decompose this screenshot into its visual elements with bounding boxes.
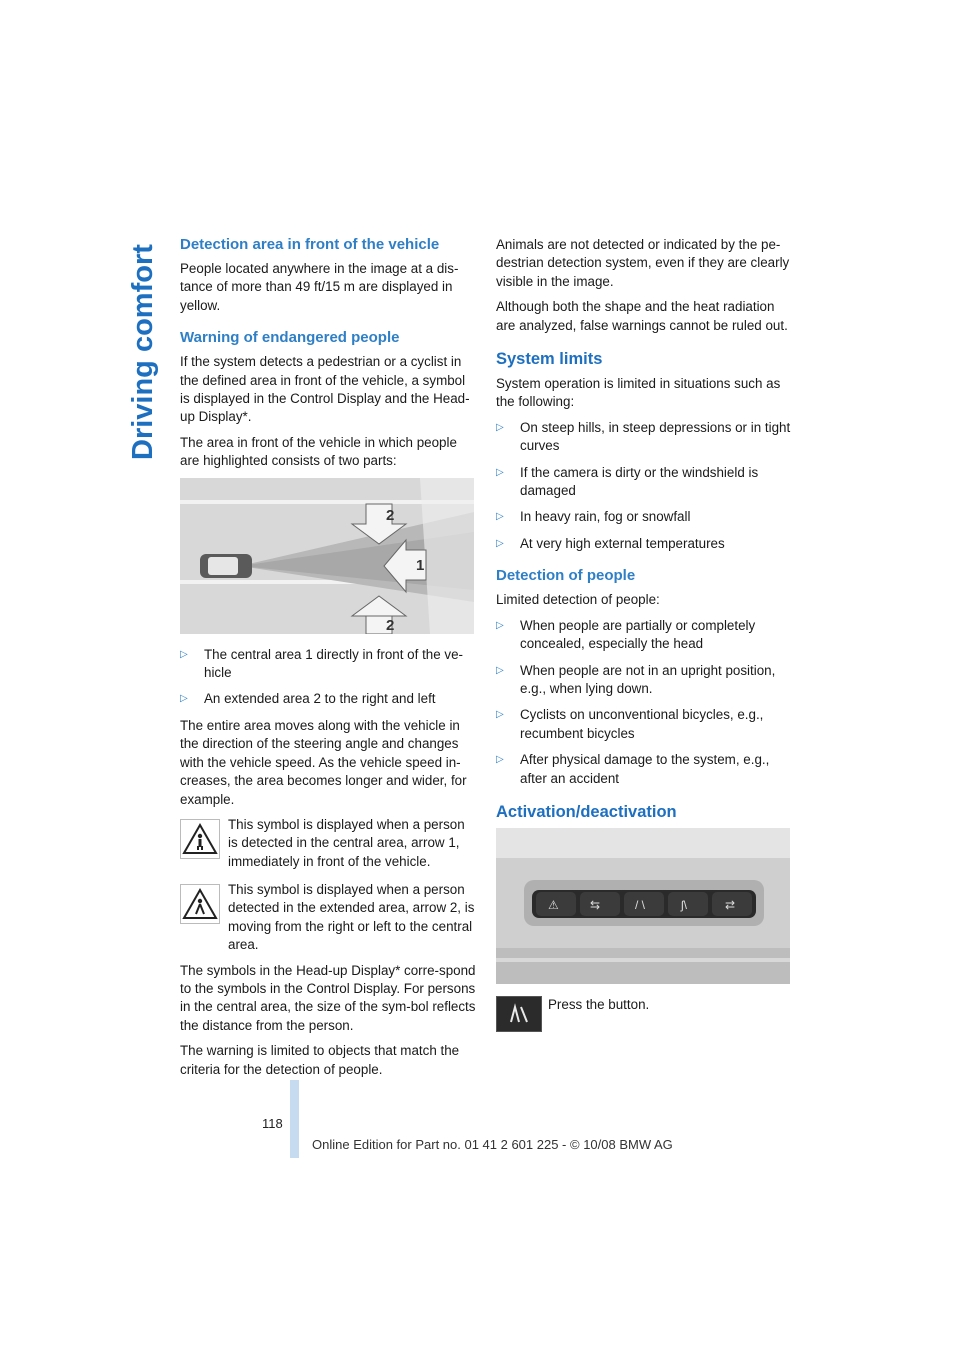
page-marker-bar bbox=[290, 1080, 299, 1158]
night-vision-button-icon bbox=[496, 996, 542, 1032]
svg-text:ʃ\: ʃ\ bbox=[681, 897, 687, 912]
list-item: ▷ The central area 1 directly in front of the ve-hicle bbox=[180, 646, 464, 681]
paragraph-warning-2: The area in front of the vehicle in which people are highlighted consists of two parts: bbox=[180, 434, 457, 469]
heading-system-limits: System limits bbox=[496, 350, 603, 369]
paragraph-detection-front: People located anywhere in the image at a dis-tance of more than 49 ft/15 m are displayed in yellow. bbox=[180, 261, 459, 313]
paragraph-warning-1: If the system detects a pedestrian or a cyclist in the defined area in front of the vehicle, a symbol is displayed in the Control Display and the Head-up Display*. bbox=[180, 354, 470, 425]
list-item: ▷ In heavy rain, fog or snowfall bbox=[496, 508, 792, 526]
list-item: ▷ After physical damage to the system, e.g., after an accident bbox=[496, 752, 770, 786]
heading-detection-front: Detection area in front of the vehicle bbox=[180, 236, 440, 253]
triangle-right-icon: ▷ bbox=[496, 664, 504, 676]
press-button-text: Press the button. bbox=[548, 996, 650, 1012]
heading-detection-people: Detection of people bbox=[496, 567, 636, 585]
list-item: ▷ At very high external temperatures bbox=[496, 535, 792, 553]
pedestrian-extended-icon bbox=[180, 884, 220, 924]
svg-text:⇆: ⇆ bbox=[590, 897, 601, 912]
triangle-right-icon: ▷ bbox=[496, 537, 504, 549]
right-column bbox=[496, 236, 792, 1036]
paragraph-limits: System operation is limited in situations such as the following: bbox=[496, 376, 781, 410]
triangle-right-icon: ▷ bbox=[496, 421, 504, 433]
figure-label-1: 1 bbox=[416, 556, 425, 574]
list-item: ▷ An extended area 2 to the right and left bbox=[180, 690, 476, 708]
control-panel-figure bbox=[496, 828, 790, 984]
detection-area-figure bbox=[180, 478, 474, 634]
left-column bbox=[180, 236, 476, 1086]
list-item: ▷ If the camera is dirty or the windshield is damaged bbox=[496, 464, 759, 499]
triangle-right-icon: ▷ bbox=[496, 619, 504, 631]
symbol-row-extended bbox=[180, 881, 476, 955]
online-edition-text: Online Edition for Part no. 01 41 2 601 225 - © 10/08 BMW AG bbox=[312, 1137, 673, 1152]
svg-text:⚠: ⚠ bbox=[548, 897, 559, 912]
list-item: ▷ When people are partially or completely concealed, especially the head bbox=[496, 617, 756, 652]
list-item: ▷ When people are not in an upright position, e.g., when lying down. bbox=[496, 662, 776, 696]
page-number: 118 bbox=[262, 1116, 283, 1131]
pedestrian-warning-icon bbox=[180, 819, 220, 859]
triangle-right-icon: ▷ bbox=[496, 754, 504, 766]
symbol-central-text: This symbol is displayed when a person is detected in the central area, arrow 1, immediately in front of the vehicle. bbox=[228, 816, 465, 869]
paragraph-limited: The warning is limited to objects that match the criteria for the detection of people. bbox=[180, 1043, 460, 1077]
paragraph-moves: The entire area moves along with the vehicle in the direction of the steering angle and changes with the vehicle speed. As the vehicle speed in-creases, the area becomes longer and wider, for example. bbox=[180, 717, 467, 807]
paragraph-hud: The symbols in the Head-up Display* corre-spond to the symbols in the Control Display. For persons in the central area, the size of the sym-bol reflects the distance from the person. bbox=[180, 962, 476, 1033]
area-bullet-list bbox=[180, 646, 476, 709]
triangle-right-icon: ▷ bbox=[496, 466, 504, 478]
symbol-row-central bbox=[180, 816, 476, 874]
button-press-row bbox=[496, 996, 792, 1036]
svg-text:⇄: ⇄ bbox=[725, 897, 736, 912]
triangle-right-icon: ▷ bbox=[496, 709, 504, 721]
limits-bullet-list bbox=[496, 419, 792, 553]
side-section-title bbox=[104, 232, 164, 462]
side-title-text: Driving comfort bbox=[127, 244, 159, 460]
paragraph-shape: Although both the shape and the heat radiation are analyzed, false warnings cannot be ruled out. bbox=[496, 299, 788, 333]
figure-label-2-bottom: 2 bbox=[386, 616, 395, 634]
heading-warning: Warning of endangered people bbox=[180, 329, 400, 347]
list-item: ▷ Cyclists on unconventional bicycles, e.g., recumbent bicycles bbox=[496, 707, 764, 741]
triangle-right-icon: ▷ bbox=[180, 693, 188, 705]
list-item: ▷ On steep hills, in steep depressions or in tight curves bbox=[496, 419, 791, 454]
svg-text:/ \: / \ bbox=[635, 897, 646, 912]
people-bullet-list bbox=[496, 617, 792, 788]
heading-activation: Activation/deactivation bbox=[496, 802, 677, 821]
paragraph-animals: Animals are not detected or indicated by the pe-destrian detection system, even if they are clearly visible in the image. bbox=[496, 237, 790, 289]
triangle-right-icon: ▷ bbox=[180, 648, 188, 660]
symbol-extended-text: This symbol is displayed when a person detected in the extended area, arrow 2, is moving from the right or left to the central area. bbox=[228, 881, 475, 953]
figure-label-2-top: 2 bbox=[386, 506, 395, 524]
triangle-right-icon: ▷ bbox=[496, 511, 504, 523]
paragraph-people: Limited detection of people: bbox=[496, 592, 660, 608]
